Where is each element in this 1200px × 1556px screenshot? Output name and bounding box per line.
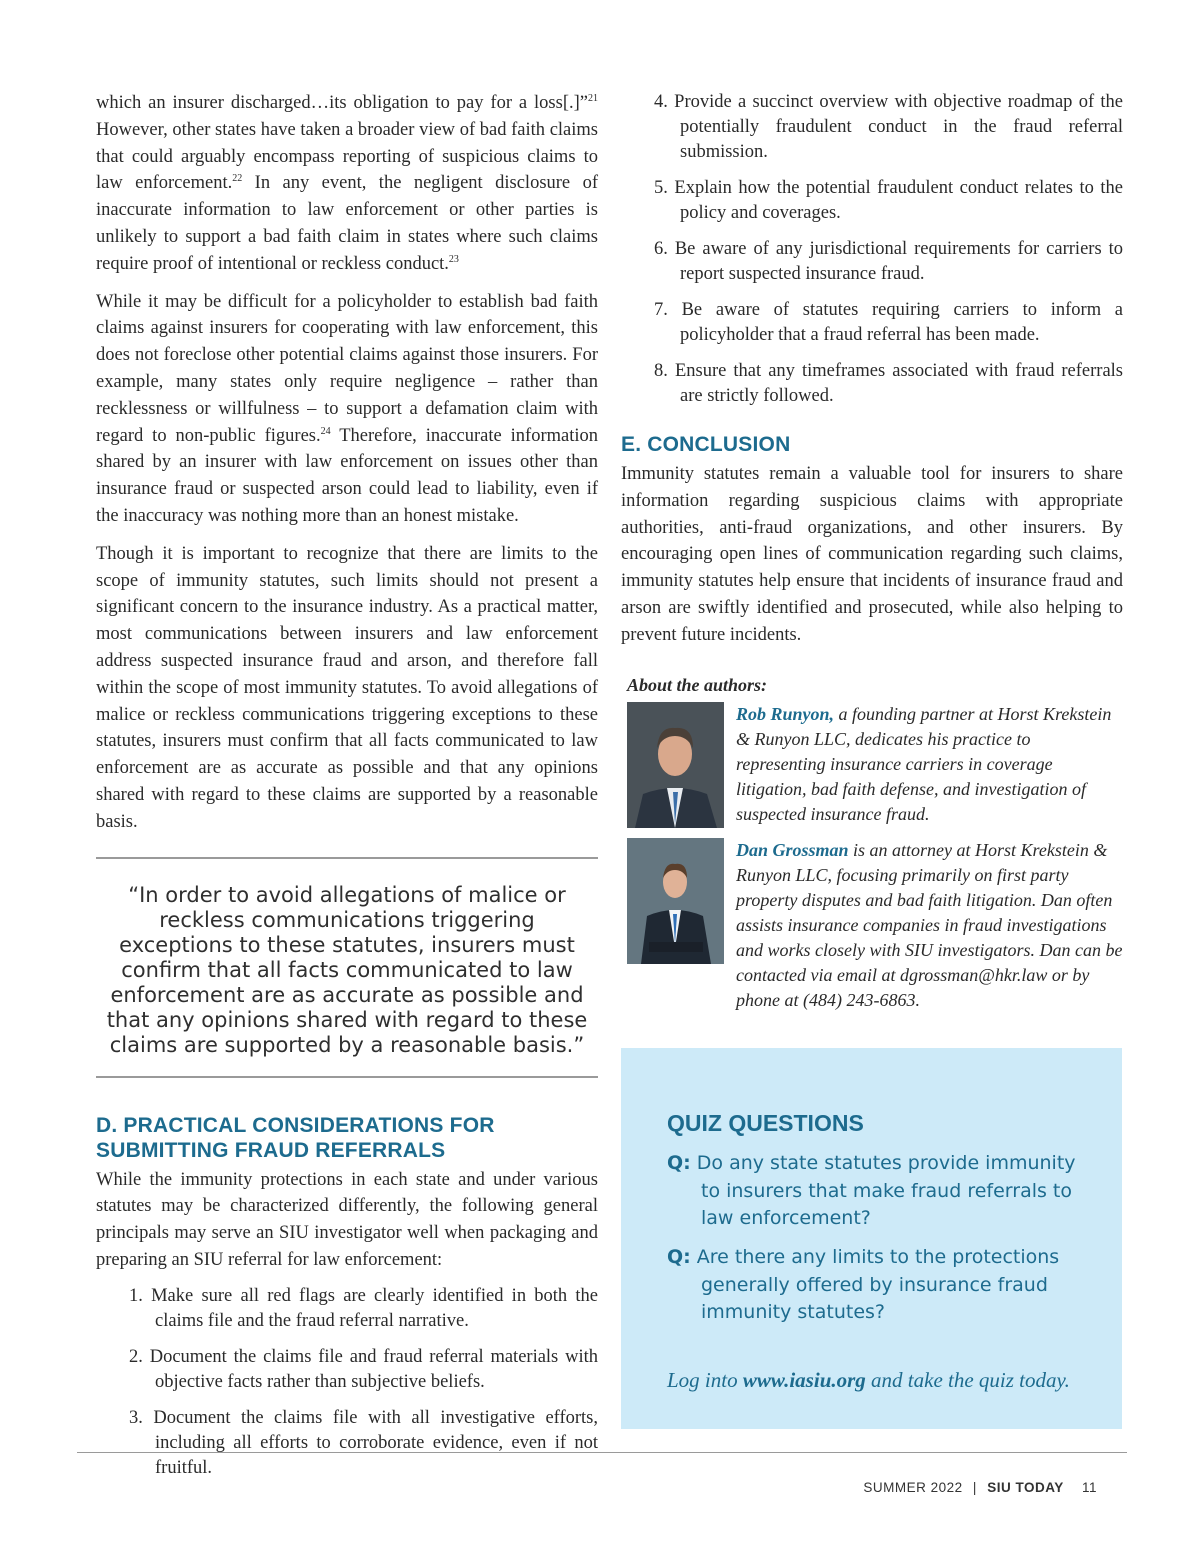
list-number: 7.: [654, 300, 682, 320]
list-item: [654, 90, 1123, 165]
about-authors-title: About the authors:: [627, 674, 768, 695]
author-photo: [627, 702, 724, 828]
list-text: Document the claims file with all investigative efforts, including all efforts to corroborate evidence, even if not fruitful.: [153, 1407, 599, 1478]
quiz-box: [621, 1048, 1122, 1429]
considerations-list-continued: [621, 90, 1123, 409]
list-item: [654, 359, 1123, 409]
list-text: Be aware of statutes requiring carriers to inform a policyholder that a fraud referral has been made.: [680, 300, 1124, 345]
list-number: 5.: [654, 178, 675, 198]
author-card: [627, 838, 1123, 1013]
list-text: Ensure that any timeframes associated with fraud referrals are strictly followed.: [674, 361, 1124, 406]
list-item: [129, 1345, 598, 1395]
list-number: 2.: [129, 1346, 150, 1367]
footnote-ref[interactable]: 21: [588, 93, 598, 104]
about-authors: [621, 675, 1123, 1013]
list-text: Make sure all red flags are clearly identified in both the claims file and the fraud referral narrative.: [151, 1285, 599, 1331]
section-e-text: Immunity statutes remain a valuable tool for insurers to share information regarding suspicious claims with appropriate authorities, anti-fraud organizations, and other insurers. By encouraging open lines of communication regarding such claims, immunity statutes help ensure that incidents of insurance fraud and arson are swiftly identified and prosecuted, while also helping to prevent future incidents.: [621, 464, 1123, 645]
paragraph: which an insurer discharged…its obligation to pay for a loss[.]”$^{21}$ However, other states have taken a broader view of bad faith claims that could arguably encompass reporting of suspicious claims to law enforcement.$^{22}$ In any event, the negligent disclosure of inaccurate information to law enforcement or other parties is unlikely to support a bad faith claim in states where such claims require proof of intentional or reckless conduct.$^{23}$: [96, 93, 598, 274]
list-item: [654, 298, 1123, 348]
author-card: [627, 702, 1123, 828]
section-d-intro: While the immunity protections in each state and under various statutes may be characterized differently, the following general principals may serve an SIU investigator well when packaging and preparing an SIU referral for law enforcement:: [96, 1169, 598, 1270]
author-bio: Rob Runyon, a founding partner at Horst Krekstein & Runyon LLC, dedicates his practice to representing insurance carriers in coverage litigation, bad faith defense, and investigation of suspected insurance fraud.: [736, 703, 1112, 824]
pull-quote-block: [96, 857, 598, 1078]
author-photo: [627, 838, 724, 964]
page-footer: SUMMER 2022 | SIU TODAY 11: [863, 1480, 1097, 1495]
issue-label: SUMMER 2022: [863, 1480, 963, 1495]
author-name: Rob Runyon,: [736, 703, 835, 724]
list-number: 1.: [129, 1285, 152, 1306]
list-item: [654, 176, 1123, 226]
quiz-question: Q: Are there any limits to the protections generally offered by insurance fraud immunity statutes?: [667, 1246, 1060, 1323]
author-name: Dan Grossman: [736, 839, 849, 860]
divider: [96, 1076, 598, 1078]
list-text: Be aware of any jurisdictional requirements for carriers to report suspected insurance fraud.: [674, 239, 1123, 284]
footer-divider: [77, 1452, 1127, 1453]
left-column: [96, 90, 598, 1492]
quiz-cta: Log into www.iasiu.org and take the quiz today.: [667, 1368, 1070, 1392]
pull-quote: “In order to avoid allegations of malice or reckless communications triggering exceptions to these statutes, insurers must confirm that all facts communicated to law enforcement are as accurate as possible and that any opinions shared with regard to these claims are supported by a reasonable basis.”: [106, 882, 588, 1057]
author-bio: Dan Grossman is an attorney at Horst Krekstein & Runyon LLC, focusing primarily on first party property disputes and bad faith litigation. Dan often assists insurance companies in fraud investigations and works closely with SIU investigators. Dan can be contacted via email at dgrossman@hkr.law or by phone at (484) 243-6863.: [736, 839, 1123, 1010]
paragraph: Though it is important to recognize that there are limits to the scope of immunity statutes, such limits should not present a significant concern to the insurance industry. As a practical matter, most communications between insurers and law enforcement address suspected insurance fraud and arson, and therefore fall within the scope of most immunity statutes. To avoid allegations of malice or reckless communications triggering exceptions to these statutes, insurers must confirm that all facts communicated to law enforcement are as accurate as possible and that any opinions shared with regard to these claims are supported by a reasonable basis.: [96, 543, 598, 832]
page-number: 11: [1081, 1480, 1097, 1495]
list-text: Provide a succinct overview with objective roadmap of the potentially fraudulent conduct in the fraud referral submission.: [674, 92, 1123, 162]
list-item: [129, 1406, 598, 1481]
footnote-ref[interactable]: 22: [232, 173, 243, 185]
list-item: [129, 1284, 598, 1334]
list-number: 4.: [654, 92, 675, 112]
list-number: 8.: [654, 361, 675, 381]
quiz-title: QUIZ QUESTIONS: [667, 1110, 864, 1136]
list-number: 6.: [654, 239, 675, 259]
right-column: [621, 90, 1123, 1023]
footnote-ref[interactable]: 23: [448, 253, 459, 265]
publication-name: SIU TODAY: [987, 1480, 1064, 1495]
quiz-link[interactable]: www.iasiu.org: [742, 1368, 866, 1392]
list-text: Explain how the potential fraudulent conduct relates to the policy and coverages.: [674, 178, 1124, 223]
list-text: Document the claims file and fraud referral materials with objective facts rather than subjective beliefs.: [149, 1346, 598, 1392]
section-e-heading: E. CONCLUSION: [621, 433, 791, 456]
quiz-question: Q: Do any state statutes provide immunity to insurers that make fraud referrals to law enforcement?: [667, 1152, 1076, 1229]
paragraph: While it may be difficult for a policyholder to establish bad faith claims against insurers for cooperating with law enforcement, this does not foreclose other potential claims against those insurers. For example, many states only require negligence – rather than recklessness or willfulness – to support a defamation claim with regard to non-public figures.$^{24}$ Therefore, inaccurate information shared by an insurer with law enforcement on issues other than insurance fraud or suspected arson could lead to liability, even if the inaccuracy was nothing more than an honest mistake.: [96, 291, 598, 526]
list-item: [654, 237, 1123, 287]
section-d-heading: D. PRACTICAL CONSIDERATIONS FOR SUBMITTING FRAUD REFERRALS: [96, 1113, 495, 1162]
list-number: 3.: [129, 1407, 154, 1428]
footnote-ref[interactable]: 24: [320, 425, 331, 437]
